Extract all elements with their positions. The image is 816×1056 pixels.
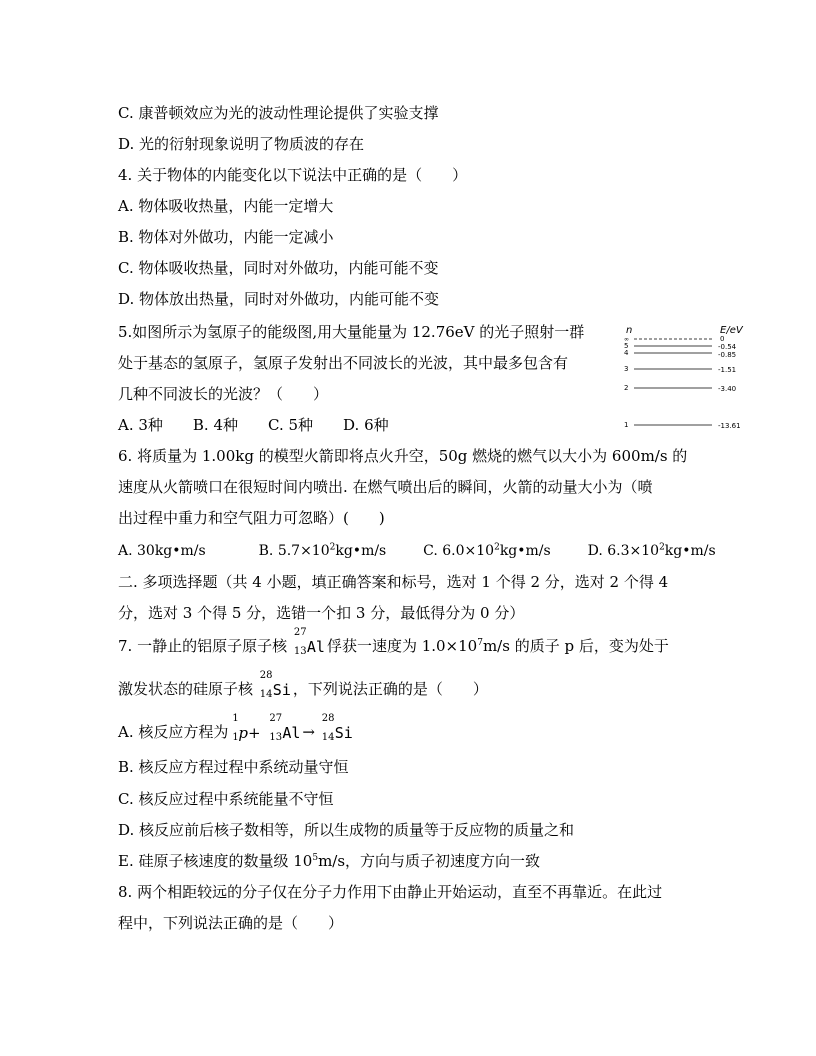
q4-option-c: C. 物体吸收热量，同时对外做功，内能可能不变 bbox=[118, 259, 439, 277]
silicon-nucleus: 28 14 Si bbox=[259, 670, 291, 700]
level-n-inf: ∞ bbox=[624, 336, 629, 343]
section-2-heading-line-1: 二. 多项选择题（共 4 小题，填正确答案和标号，选对 1 个得 2 分，选对 2 个得 4 bbox=[118, 573, 669, 591]
q4-option-d: D. 物体放出热量，同时对外做功，内能可能不变 bbox=[118, 290, 440, 308]
question-6-line-2: 速度从火箭喷口在很短时间内喷出. 在燃气喷出后的瞬间，火箭的动量大小为（喷 bbox=[118, 478, 653, 496]
question-8-line-2: 程中，下列说法正确的是（ ） bbox=[118, 914, 344, 932]
q7-option-e: E. 硅原子核速度的数量级 $10^5m/s$，方向与质子初速度方向一致 bbox=[118, 852, 541, 870]
q3-option-c: C. 康普顿效应为光的波动性理论提供了实验支撑 bbox=[118, 104, 439, 122]
n-axis-label: n bbox=[626, 325, 633, 336]
level-n-5: 5 bbox=[624, 342, 629, 350]
question-7-line-2: 激发状态的硅原子核 28 14 Si ，下列说法正确的是（ ） bbox=[118, 670, 488, 700]
question-5-line-2: 处于基态的氢原子，氢原子发射出不同波长的光波，其中最多包含有 bbox=[118, 354, 569, 372]
level-e-inf: 0 bbox=[720, 335, 725, 343]
q6-option-b: B. $5.7\times 10^2kg•m/s$ bbox=[258, 542, 387, 559]
energy-axis-label: E/eV bbox=[720, 325, 743, 336]
section-2-heading-line-2: 分，选对 3 个得 5 分，选错一个扣 3 分，最低得分为 0 分） bbox=[118, 604, 525, 622]
q5-options: A. 3种 B. 4种 C. 5种 D. 6种 bbox=[118, 416, 389, 434]
aluminium-nucleus-eq: 27 13 Al bbox=[269, 713, 301, 743]
q4-option-b: B. 物体对外做功，内能一定减小 bbox=[118, 228, 334, 246]
q3-option-d: D. 光的衍射现象说明了物质波的存在 bbox=[118, 135, 365, 153]
q6-option-d: D. $6.3\times 10^2kg•m/s$ bbox=[587, 542, 716, 559]
question-6-line-1: 6. 将质量为 1.00kg 的模型火箭即将点火升空，50g 燃烧的燃气以大小为 600m/s 的 bbox=[118, 447, 688, 465]
question-5-line-1: 5.如图所示为氢原子的能级图,用大量能量为 12.76eV 的光子照射一群 bbox=[118, 323, 585, 341]
q4-option-a: A. 物体吸收热量，内能一定增大 bbox=[118, 197, 334, 215]
q7-option-c: C. 核反应过程中系统能量不守恒 bbox=[118, 790, 334, 808]
aluminium-nucleus: 27 13 Al bbox=[293, 627, 325, 657]
question-4: 4. 关于物体的内能变化以下说法中正确的是（ ） bbox=[118, 166, 468, 184]
q7-option-b: B. 核反应方程过程中系统动量守恒 bbox=[118, 758, 349, 776]
level-n-3: 3 bbox=[624, 365, 629, 373]
level-e-5: -0.54 bbox=[718, 343, 737, 351]
proton: 1 1 p+ bbox=[232, 713, 261, 743]
level-e-2: -3.40 bbox=[718, 385, 737, 393]
level-n-2: 2 bbox=[624, 384, 629, 392]
silicon-nucleus-eq: 28 14 Si bbox=[321, 713, 353, 743]
q7-option-a: A. 核反应方程为 1 1 p+ 27 13 Al → 28 14 Si bbox=[118, 713, 353, 743]
q6-option-c: C. $6.0\times 10^2kg•m/s$ bbox=[423, 542, 551, 559]
question-7-line-1: 7. 一静止的铝原子原子核 27 13 Al 俘获一速度为 $1.0\times 10^7m/s$ 的质子 p 后，变为处于 bbox=[118, 627, 669, 657]
question-5-line-3: 几种不同波长的光波？（ ） bbox=[118, 385, 329, 403]
level-e-3: -1.51 bbox=[718, 366, 737, 374]
reaction-arrow: → bbox=[302, 723, 315, 741]
question-6-line-3: 出过程中重力和空气阻力可忽略）( ) bbox=[118, 509, 385, 527]
question-8-line-1: 8. 两个相距较远的分子仅在分子力作用下由静止开始运动，直至不再靠近。在此过 bbox=[118, 883, 663, 901]
level-e-4: -0.85 bbox=[718, 351, 737, 359]
level-n-1: 1 bbox=[624, 421, 629, 429]
q6-option-a: A. 30kg•m/s bbox=[118, 543, 206, 559]
level-n-4: 4 bbox=[624, 349, 629, 357]
energy-level-diagram bbox=[620, 322, 750, 432]
q6-options bbox=[118, 541, 716, 561]
q7-option-d: D. 核反应前后核子数相等，所以生成物的质量等于反应物的质量之和 bbox=[118, 821, 575, 839]
level-e-1: -13.61 bbox=[718, 422, 741, 430]
